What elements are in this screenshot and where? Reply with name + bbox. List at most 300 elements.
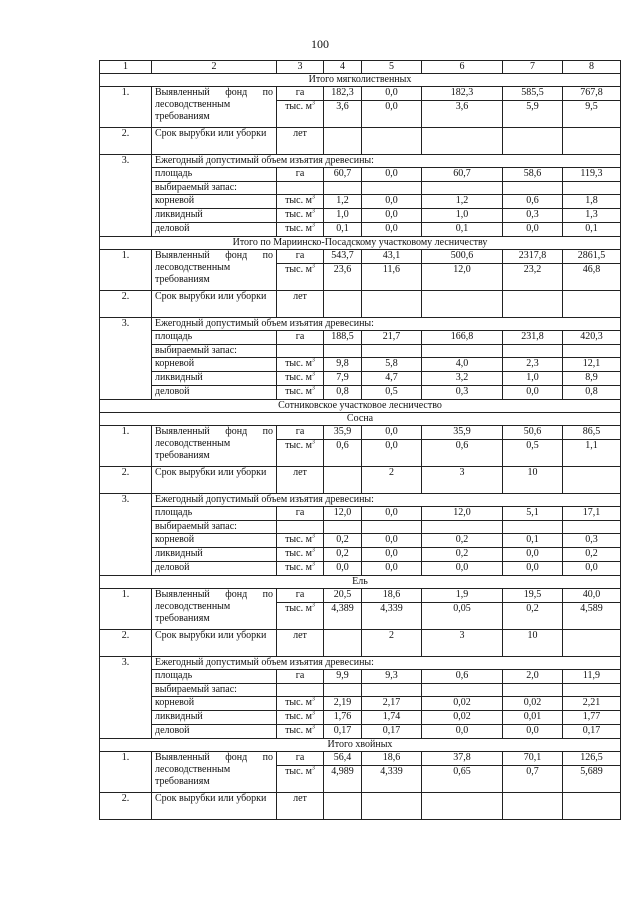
value-cell: 18,6 xyxy=(362,752,422,766)
root-row xyxy=(100,195,621,209)
value-cell: 0,0 xyxy=(362,87,422,101)
value-cell: 4,0 xyxy=(422,358,503,372)
value-cell: 4,7 xyxy=(362,372,422,386)
value-cell: 166,8 xyxy=(422,331,503,345)
value-cell: 0,0 xyxy=(362,562,422,576)
value-cell: 2,17 xyxy=(362,697,422,711)
unit-cell xyxy=(277,562,324,576)
header-cell: 1 xyxy=(100,61,152,74)
business-row xyxy=(100,223,621,237)
value-cell: 9,9 xyxy=(324,670,362,684)
unit-superscript: 3 xyxy=(311,357,315,364)
unit-superscript: 3 xyxy=(311,547,315,554)
fund-row-ha xyxy=(100,87,621,101)
unit-text: тыс. м xyxy=(285,209,312,220)
value-cell: 10 xyxy=(503,467,563,494)
value-cell: 0,17 xyxy=(563,725,621,739)
liquid-label: ликвидный xyxy=(152,209,277,223)
allowable-label: Ежегодный допустимый объем изъятия древесины: xyxy=(152,155,621,168)
value-cell: 0,1 xyxy=(422,223,503,237)
header-cell: 2 xyxy=(152,61,277,74)
row-description: Срок вырубки или уборки xyxy=(152,793,277,820)
value-cell: 2317,8 xyxy=(503,250,563,264)
value-cell xyxy=(563,793,621,820)
unit-text: тыс. м xyxy=(285,223,312,234)
unit-superscript: 3 xyxy=(311,263,315,270)
unit-superscript: 3 xyxy=(311,222,315,229)
value-cell: 5,1 xyxy=(503,507,563,521)
empty-cell xyxy=(277,521,324,534)
value-cell: 12,0 xyxy=(422,507,503,521)
fund-row-ha xyxy=(100,250,621,264)
allowable-header-row xyxy=(100,657,621,670)
unit-cell: га xyxy=(277,670,324,684)
unit-cell: лет xyxy=(277,291,324,318)
unit-cell xyxy=(277,209,324,223)
unit-cell: га xyxy=(277,507,324,521)
value-cell: 11,6 xyxy=(362,264,422,291)
value-cell: 0,2 xyxy=(563,548,621,562)
value-cell: 9,3 xyxy=(362,670,422,684)
empty-cell xyxy=(324,182,362,195)
unit-text: тыс. м xyxy=(285,358,312,369)
unit-cell xyxy=(277,697,324,711)
value-cell: 5,8 xyxy=(362,358,422,372)
value-cell xyxy=(324,128,362,155)
value-cell xyxy=(362,793,422,820)
value-cell xyxy=(503,793,563,820)
row-description: Срок вырубки или уборки xyxy=(152,128,277,155)
stock-row xyxy=(100,182,621,195)
unit-text: тыс. м xyxy=(285,603,312,614)
area-label: площадь xyxy=(152,507,277,521)
value-cell: 119,3 xyxy=(563,168,621,182)
business-label: деловой xyxy=(152,386,277,400)
value-cell: 12,1 xyxy=(563,358,621,372)
value-cell: 43,1 xyxy=(362,250,422,264)
area-label: площадь xyxy=(152,670,277,684)
value-cell: 0,17 xyxy=(324,725,362,739)
value-cell: 0,0 xyxy=(503,548,563,562)
business-row xyxy=(100,725,621,739)
empty-cell xyxy=(422,345,503,358)
allowable-header-row xyxy=(100,494,621,507)
unit-cell xyxy=(277,358,324,372)
unit-cell: лет xyxy=(277,630,324,657)
forest-fund-table xyxy=(99,60,621,820)
value-cell: 3,2 xyxy=(422,372,503,386)
value-cell: 500,6 xyxy=(422,250,503,264)
value-cell: 0,2 xyxy=(503,603,563,630)
value-cell: 0,0 xyxy=(503,223,563,237)
value-cell: 0,1 xyxy=(324,223,362,237)
row-description: Срок вырубки или уборки xyxy=(152,291,277,318)
row-description: Выявленный фонд по лесоводственным требованиям xyxy=(152,87,277,128)
liquid-row xyxy=(100,548,621,562)
empty-cell xyxy=(422,182,503,195)
value-cell: 0,0 xyxy=(362,223,422,237)
value-cell xyxy=(422,793,503,820)
unit-text: тыс. м xyxy=(285,195,312,206)
empty-cell xyxy=(362,182,422,195)
value-cell: 0,7 xyxy=(503,766,563,793)
value-cell: 8,9 xyxy=(563,372,621,386)
empty-cell xyxy=(324,521,362,534)
header-cell: 5 xyxy=(362,61,422,74)
row-number: 2. xyxy=(100,630,152,657)
row-number: 1. xyxy=(100,752,152,793)
value-cell xyxy=(503,291,563,318)
value-cell: 0,6 xyxy=(422,440,503,467)
value-cell: 0,2 xyxy=(324,534,362,548)
value-cell: 19,5 xyxy=(503,589,563,603)
value-cell: 1,9 xyxy=(422,589,503,603)
unit-text: тыс. м xyxy=(285,562,312,573)
value-cell: 23,2 xyxy=(503,264,563,291)
fund-row-ha xyxy=(100,752,621,766)
unit-text: тыс. м xyxy=(285,725,312,736)
value-cell: 50,6 xyxy=(503,426,563,440)
stock-row xyxy=(100,521,621,534)
empty-cell xyxy=(324,345,362,358)
unit-cell: га xyxy=(277,752,324,766)
value-cell: 86,5 xyxy=(563,426,621,440)
liquid-row xyxy=(100,372,621,386)
unit-cell xyxy=(277,534,324,548)
value-cell: 0,5 xyxy=(362,386,422,400)
value-cell xyxy=(563,291,621,318)
root-label: корневой xyxy=(152,534,277,548)
unit-cell xyxy=(277,223,324,237)
unit-cell xyxy=(277,264,324,291)
section-title: Итого по Мариинско-Посадскому участковому лесничеству xyxy=(100,237,621,250)
area-row xyxy=(100,670,621,684)
value-cell xyxy=(563,467,621,494)
term-row xyxy=(100,467,621,494)
value-cell: 0,0 xyxy=(362,507,422,521)
value-cell: 0,65 xyxy=(422,766,503,793)
section-title: Ель xyxy=(100,576,621,589)
value-cell xyxy=(563,128,621,155)
fund-row-ha xyxy=(100,589,621,603)
value-cell: 5,689 xyxy=(563,766,621,793)
value-cell: 182,3 xyxy=(324,87,362,101)
value-cell: 0,02 xyxy=(422,697,503,711)
value-cell: 21,7 xyxy=(362,331,422,345)
value-cell: 0,0 xyxy=(362,426,422,440)
business-label: деловой xyxy=(152,223,277,237)
empty-cell xyxy=(422,684,503,697)
row-description: Выявленный фонд по лесоводственным требованиям xyxy=(152,752,277,793)
unit-superscript: 3 xyxy=(311,710,315,717)
unit-cell xyxy=(277,711,324,725)
area-row xyxy=(100,331,621,345)
value-cell: 0,0 xyxy=(503,562,563,576)
section-title-row xyxy=(100,237,621,250)
value-cell: 1,3 xyxy=(563,209,621,223)
stock-row xyxy=(100,684,621,697)
unit-text: тыс. м xyxy=(285,101,312,112)
fund-row-ha xyxy=(100,426,621,440)
unit-cell: га xyxy=(277,250,324,264)
value-cell: 0,0 xyxy=(422,562,503,576)
term-row xyxy=(100,128,621,155)
value-cell: 0,8 xyxy=(324,386,362,400)
empty-cell xyxy=(563,182,621,195)
value-cell: 9,5 xyxy=(563,101,621,128)
section-title: Сотниковское участковое лесничество xyxy=(100,400,621,413)
value-cell xyxy=(503,128,563,155)
value-cell: 4,389 xyxy=(324,603,362,630)
unit-cell xyxy=(277,101,324,128)
empty-cell xyxy=(503,684,563,697)
row-description: Выявленный фонд по лесоводственным требованиям xyxy=(152,426,277,467)
empty-cell xyxy=(362,521,422,534)
unit-text: тыс. м xyxy=(285,766,312,777)
header-cell: 7 xyxy=(503,61,563,74)
value-cell: 70,1 xyxy=(503,752,563,766)
section-title: Итого мягколиственных xyxy=(100,74,621,87)
value-cell: 0,02 xyxy=(422,711,503,725)
value-cell: 1,76 xyxy=(324,711,362,725)
unit-text: тыс. м xyxy=(285,372,312,383)
value-cell: 60,7 xyxy=(422,168,503,182)
unit-cell: лет xyxy=(277,793,324,820)
value-cell: 2861,5 xyxy=(563,250,621,264)
value-cell: 2,0 xyxy=(503,670,563,684)
value-cell: 2 xyxy=(362,630,422,657)
value-cell: 126,5 xyxy=(563,752,621,766)
value-cell: 40,0 xyxy=(563,589,621,603)
unit-cell xyxy=(277,548,324,562)
value-cell: 1,77 xyxy=(563,711,621,725)
unit-cell: лет xyxy=(277,467,324,494)
allowable-header-row xyxy=(100,318,621,331)
liquid-label: ликвидный xyxy=(152,372,277,386)
unit-text: тыс. м xyxy=(285,264,312,275)
value-cell: 0,3 xyxy=(503,209,563,223)
unit-cell: га xyxy=(277,589,324,603)
value-cell: 5,9 xyxy=(503,101,563,128)
empty-cell xyxy=(503,521,563,534)
value-cell: 1,0 xyxy=(422,209,503,223)
row-number: 3. xyxy=(100,318,152,400)
empty-cell xyxy=(277,182,324,195)
unit-text: тыс. м xyxy=(285,711,312,722)
value-cell: 37,8 xyxy=(422,752,503,766)
stock-label: выбираемый запас: xyxy=(152,182,277,195)
value-cell: 0,8 xyxy=(563,386,621,400)
value-cell: 0,2 xyxy=(422,534,503,548)
root-row xyxy=(100,697,621,711)
section-subtitle: Сосна xyxy=(100,413,621,426)
value-cell: 1,0 xyxy=(503,372,563,386)
unit-text: тыс. м xyxy=(285,548,312,559)
empty-cell xyxy=(563,521,621,534)
value-cell xyxy=(563,630,621,657)
root-label: корневой xyxy=(152,697,277,711)
term-row xyxy=(100,291,621,318)
unit-cell xyxy=(277,725,324,739)
value-cell: 0,6 xyxy=(422,670,503,684)
area-label: площадь xyxy=(152,168,277,182)
value-cell: 1,2 xyxy=(324,195,362,209)
unit-text: тыс. м xyxy=(285,534,312,545)
value-cell: 0,02 xyxy=(503,697,563,711)
value-cell: 0,17 xyxy=(362,725,422,739)
value-cell: 4,989 xyxy=(324,766,362,793)
section-title: Итого хвойных xyxy=(100,739,621,752)
page-number: 100 xyxy=(311,37,329,51)
row-number: 2. xyxy=(100,467,152,494)
value-cell: 0,2 xyxy=(422,548,503,562)
allowable-label: Ежегодный допустимый объем изъятия древесины: xyxy=(152,494,621,507)
unit-cell xyxy=(277,195,324,209)
value-cell: 2 xyxy=(362,467,422,494)
value-cell: 585,5 xyxy=(503,87,563,101)
value-cell: 0,3 xyxy=(563,534,621,548)
area-label: площадь xyxy=(152,331,277,345)
value-cell: 1,1 xyxy=(563,440,621,467)
value-cell: 12,0 xyxy=(324,507,362,521)
header-cell: 4 xyxy=(324,61,362,74)
section-title-row xyxy=(100,576,621,589)
unit-superscript: 3 xyxy=(311,724,315,731)
value-cell: 4,339 xyxy=(362,766,422,793)
empty-cell xyxy=(503,182,563,195)
value-cell: 7,9 xyxy=(324,372,362,386)
stock-label: выбираемый запас: xyxy=(152,345,277,358)
value-cell: 0,1 xyxy=(503,534,563,548)
empty-cell xyxy=(324,684,362,697)
unit-superscript: 3 xyxy=(311,696,315,703)
unit-superscript: 3 xyxy=(311,765,315,772)
value-cell: 0,1 xyxy=(563,223,621,237)
business-label: деловой xyxy=(152,725,277,739)
value-cell: 9,8 xyxy=(324,358,362,372)
unit-cell xyxy=(277,386,324,400)
value-cell: 35,9 xyxy=(422,426,503,440)
value-cell: 0,0 xyxy=(362,168,422,182)
value-cell: 12,0 xyxy=(422,264,503,291)
unit-superscript: 3 xyxy=(311,100,315,107)
unit-cell xyxy=(277,440,324,467)
business-label: деловой xyxy=(152,562,277,576)
row-number: 1. xyxy=(100,87,152,128)
value-cell: 23,6 xyxy=(324,264,362,291)
value-cell: 10 xyxy=(503,630,563,657)
empty-cell xyxy=(277,345,324,358)
row-description: Выявленный фонд по лесоводственным требованиям xyxy=(152,589,277,630)
value-cell: 56,4 xyxy=(324,752,362,766)
business-row xyxy=(100,562,621,576)
value-cell: 0,0 xyxy=(362,548,422,562)
section-title-row xyxy=(100,400,621,413)
row-number: 1. xyxy=(100,250,152,291)
value-cell: 0,6 xyxy=(324,440,362,467)
unit-superscript: 3 xyxy=(311,533,315,540)
value-cell xyxy=(324,793,362,820)
value-cell: 0,05 xyxy=(422,603,503,630)
section-title-row xyxy=(100,739,621,752)
value-cell xyxy=(362,128,422,155)
value-cell: 1,0 xyxy=(324,209,362,223)
unit-cell xyxy=(277,603,324,630)
value-cell: 3 xyxy=(422,630,503,657)
liquid-label: ликвидный xyxy=(152,711,277,725)
row-description: Выявленный фонд по лесоводственным требованиям xyxy=(152,250,277,291)
unit-superscript: 3 xyxy=(311,561,315,568)
value-cell: 1,2 xyxy=(422,195,503,209)
unit-superscript: 3 xyxy=(311,439,315,446)
business-row xyxy=(100,386,621,400)
empty-cell xyxy=(277,684,324,697)
allowable-header-row xyxy=(100,155,621,168)
value-cell: 0,0 xyxy=(362,101,422,128)
value-cell: 0,0 xyxy=(362,195,422,209)
value-cell: 0,5 xyxy=(503,440,563,467)
stock-label: выбираемый запас: xyxy=(152,684,277,697)
row-description: Срок вырубки или уборки xyxy=(152,630,277,657)
row-description: Срок вырубки или уборки xyxy=(152,467,277,494)
value-cell: 20,5 xyxy=(324,589,362,603)
value-cell: 420,3 xyxy=(563,331,621,345)
value-cell: 0,2 xyxy=(324,548,362,562)
section-title-row xyxy=(100,74,621,87)
value-cell: 2,19 xyxy=(324,697,362,711)
liquid-label: ликвидный xyxy=(152,548,277,562)
row-number: 1. xyxy=(100,426,152,467)
value-cell: 4,339 xyxy=(362,603,422,630)
value-cell: 1,8 xyxy=(563,195,621,209)
value-cell: 11,9 xyxy=(563,670,621,684)
unit-cell: га xyxy=(277,87,324,101)
value-cell xyxy=(422,291,503,318)
unit-superscript: 3 xyxy=(311,194,315,201)
value-cell: 0,3 xyxy=(422,386,503,400)
unit-superscript: 3 xyxy=(311,385,315,392)
value-cell xyxy=(362,291,422,318)
value-cell: 0,01 xyxy=(503,711,563,725)
allowable-label: Ежегодный допустимый объем изъятия древесины: xyxy=(152,318,621,331)
value-cell xyxy=(422,128,503,155)
row-number: 1. xyxy=(100,589,152,630)
value-cell: 0,0 xyxy=(324,562,362,576)
area-row xyxy=(100,168,621,182)
unit-cell: га xyxy=(277,426,324,440)
value-cell: 0,0 xyxy=(362,534,422,548)
value-cell: 58,6 xyxy=(503,168,563,182)
unit-cell xyxy=(277,372,324,386)
unit-cell xyxy=(277,766,324,793)
unit-superscript: 3 xyxy=(311,208,315,215)
term-row xyxy=(100,793,621,820)
value-cell: 4,589 xyxy=(563,603,621,630)
unit-superscript: 3 xyxy=(311,371,315,378)
value-cell: 2,21 xyxy=(563,697,621,711)
value-cell: 0,0 xyxy=(503,725,563,739)
value-cell: 0,0 xyxy=(362,209,422,223)
header-cell: 8 xyxy=(563,61,621,74)
value-cell: 2,3 xyxy=(503,358,563,372)
area-row xyxy=(100,507,621,521)
empty-cell xyxy=(503,345,563,358)
unit-text: тыс. м xyxy=(285,386,312,397)
empty-cell xyxy=(563,684,621,697)
header-cell: 3 xyxy=(277,61,324,74)
stock-label: выбираемый запас: xyxy=(152,521,277,534)
value-cell: 35,9 xyxy=(324,426,362,440)
